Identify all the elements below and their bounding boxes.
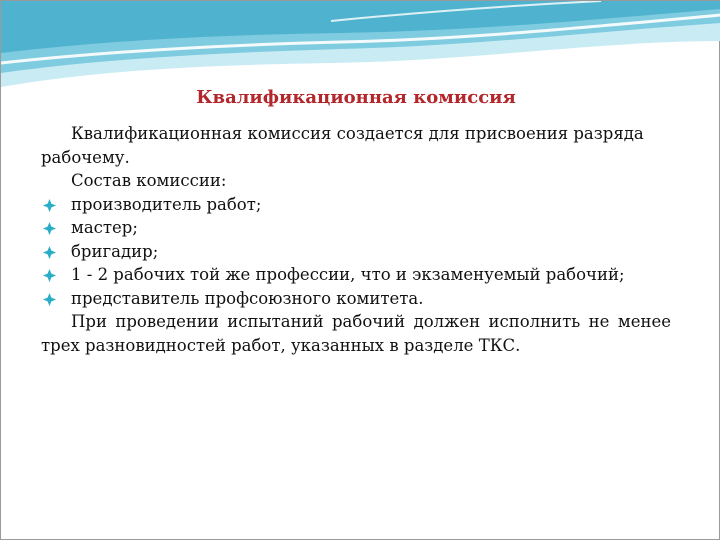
list-item: [41, 263, 671, 287]
list-item-text: производитель работ;: [71, 194, 262, 214]
header-wave-decoration: [1, 1, 720, 91]
list-item: [41, 287, 671, 311]
list-item-text: бригадир;: [71, 241, 159, 261]
list-item: [41, 216, 671, 240]
intro-paragraph: Квалификационная комиссия создается для присвоения разряда рабочему.: [41, 124, 644, 167]
list-item: [41, 240, 671, 264]
slide-content: [41, 85, 671, 357]
diamond-bullet-icon: [42, 198, 57, 213]
diamond-bullet-icon: [42, 268, 57, 283]
slide-title: Квалификационная комиссия: [196, 87, 516, 108]
diamond-bullet-icon: [42, 221, 57, 236]
closing-paragraph: При проведении испытаний рабочий должен исполнить не менее трех разновидностей работ, указанных в разделе ТКС.: [41, 312, 671, 355]
list-item: [41, 193, 671, 217]
diamond-bullet-icon: [42, 292, 57, 307]
composition-label: Состав комиссии:: [71, 171, 227, 190]
list-item-text: представитель профсоюзного комитета.: [71, 288, 424, 308]
member-list: [41, 193, 671, 311]
list-item-text: 1 - 2 рабочих той же профессии, что и экзаменуемый рабочий;: [71, 265, 625, 284]
diamond-bullet-icon: [42, 245, 57, 260]
list-item-text: мастер;: [71, 218, 138, 237]
